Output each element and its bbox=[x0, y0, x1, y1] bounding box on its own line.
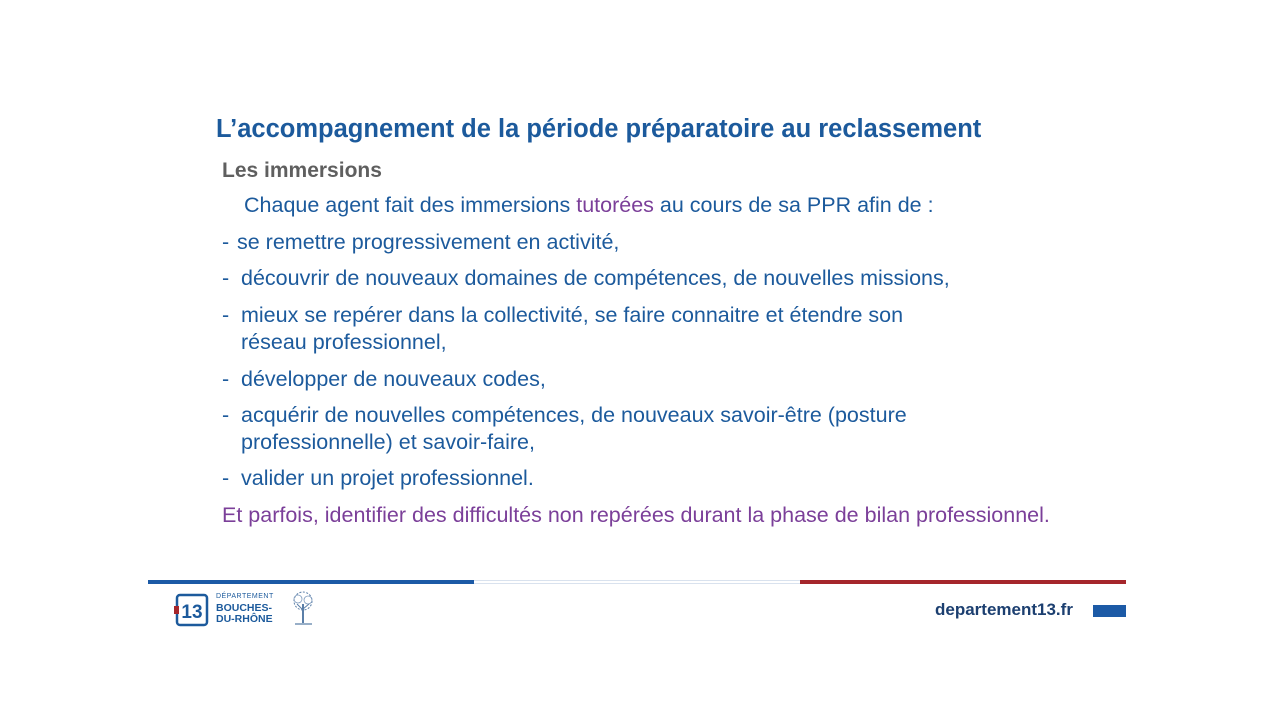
bullet-text: découvrir de nouveaux domaines de compétences, de nouvelles missions, bbox=[241, 266, 950, 290]
logo-line1: BOUCHES- bbox=[216, 602, 273, 614]
bullet-item bbox=[222, 265, 950, 292]
bullet-dash: - bbox=[222, 266, 230, 290]
bullet-dash: - bbox=[222, 466, 230, 490]
logo-line2: DU-RHÔNE bbox=[216, 613, 273, 625]
bullet-dash: - bbox=[222, 367, 230, 391]
bullet-text: valider un projet professionnel. bbox=[241, 466, 534, 490]
department-logo bbox=[172, 590, 322, 628]
logo-mark-text: 13 bbox=[181, 602, 203, 623]
footer-rule-blue bbox=[148, 580, 474, 584]
footer-rule-red bbox=[800, 580, 1126, 584]
bullet-dash: - bbox=[222, 230, 230, 254]
bullet-text: mieux se repérer dans la collectivité, se faire connaitre et étendre son bbox=[241, 303, 904, 327]
logo-small-text: DÉPARTEMENT bbox=[216, 593, 274, 600]
bullet-text: se remettre progressivement en activité, bbox=[237, 230, 620, 254]
bullet-item bbox=[222, 366, 546, 393]
closing-text: Et parfois, identifier des difficultés non repérées durant la phase de bilan professionnel. bbox=[222, 503, 1050, 527]
slide-subtitle: Les immersions bbox=[222, 159, 382, 182]
footer-rule-white bbox=[474, 580, 800, 584]
bullet-item bbox=[222, 465, 534, 492]
slide-title: L’accompagnement de la période préparatoire au reclassement bbox=[216, 115, 982, 143]
bullet-text-continued: professionnelle) et savoir-faire, bbox=[241, 430, 535, 454]
intro-before: Chaque agent fait des immersions bbox=[244, 193, 577, 217]
bullet-item bbox=[222, 302, 903, 356]
intro-text bbox=[244, 193, 934, 218]
bullet-item bbox=[222, 402, 907, 456]
tree-icon bbox=[286, 590, 320, 626]
intro-after: au cours de sa PPR afin de : bbox=[653, 193, 934, 217]
bullet-text-continued: réseau professionnel, bbox=[241, 330, 447, 354]
bullet-item bbox=[222, 229, 619, 256]
bullet-dash: - bbox=[222, 303, 230, 327]
intro-highlight: tutorées bbox=[576, 193, 654, 217]
bullet-text: développer de nouveaux codes, bbox=[241, 367, 546, 391]
website-link[interactable]: departement13.fr bbox=[935, 600, 1073, 619]
department-13-logo-icon bbox=[174, 592, 210, 628]
bullet-text: acquérir de nouvelles compétences, de nouveaux savoir-être (posture bbox=[241, 403, 907, 427]
website-accent-bar bbox=[1093, 605, 1126, 617]
bullet-dash: - bbox=[222, 403, 230, 427]
